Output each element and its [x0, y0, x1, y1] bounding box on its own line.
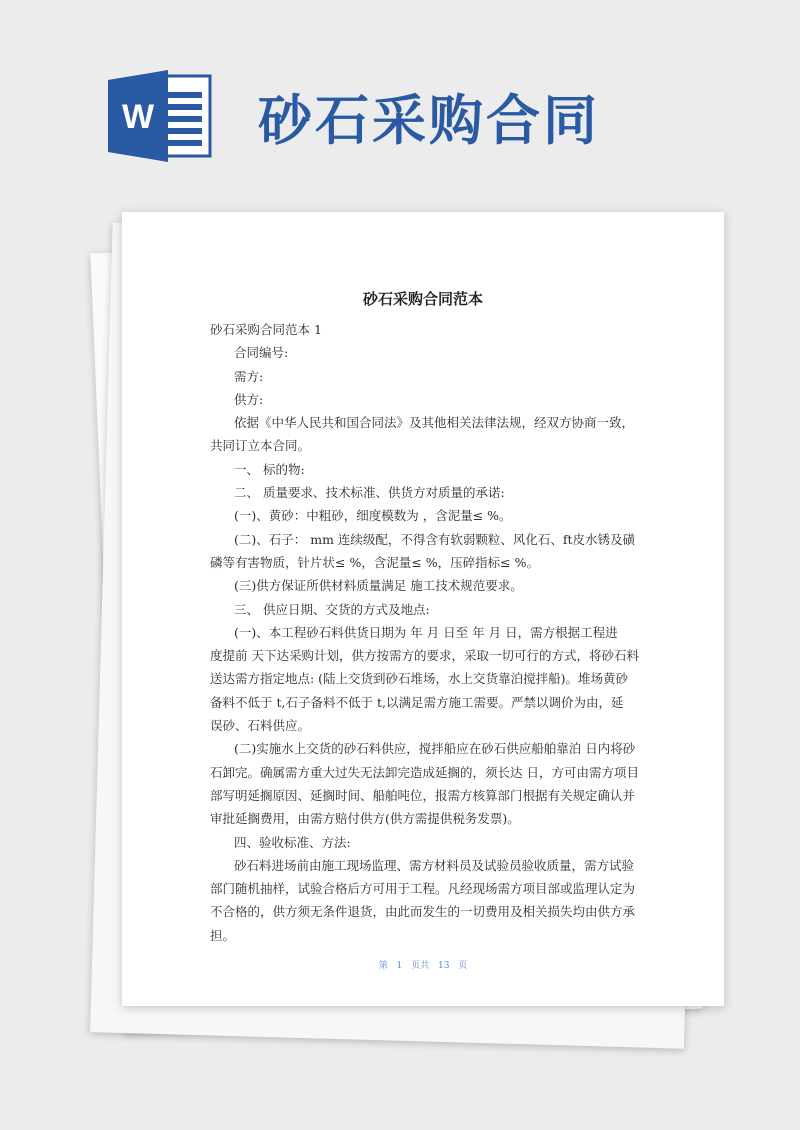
page-number-footer: 第 1 页共 13 页	[378, 961, 468, 971]
document-page	[122, 212, 724, 1006]
document-line: (三)供方保证所供材料质量满足 施工技术规范要求。	[234, 578, 523, 594]
header-banner	[0, 0, 800, 200]
document-line: 合同编号:	[234, 345, 289, 361]
document-line: 审批延搁费用，由需方赔付供方(供方需提供税务发票)。	[210, 811, 520, 827]
word-logo-letter: W	[121, 98, 155, 136]
document-line: (二)实施水上交货的砂石料供应，搅拌船应在砂石供应船舶靠泊 日内将砂	[234, 741, 636, 757]
word-document-icon	[108, 70, 212, 162]
document-line: 备料不低于 t,石子备料不低于 t,以满足需方施工需要。严禁以调价为由，延	[210, 694, 624, 710]
document-line: 一、 标的物:	[234, 461, 305, 477]
document-title: 砂石采购合同范本	[362, 290, 483, 308]
document-line: 误砂、石料供应。	[210, 718, 311, 734]
document-line: 砂石料进场前由施工现场监理、需方材料员及试验员验收质量，需方试验	[234, 857, 635, 873]
document-line: 共同订立本合同。	[210, 438, 311, 454]
document-line: (一)、本工程砂石料供货日期为 年 月 日至 年 月 日，需方根据工程进	[234, 624, 618, 640]
document-line: 三、 供应日期、交货的方式及地点:	[234, 601, 430, 617]
document-line: 二、 质量要求、技术标准、供货方对质量的承诺:	[234, 485, 505, 501]
document-line: 送达需方指定地点: (陆上交货到砂石堆场，水上交货靠泊搅拌船)。堆场黄砂	[210, 671, 628, 687]
document-line: 不合格的，供方须无条件退货，由此而发生的一切费用及相关损失均由供方承	[210, 904, 636, 920]
header-title: 砂石采购合同	[258, 89, 600, 152]
document-line: (二)、石子： mm 连续级配，不得含有软弱颗粒、风化石、ft皮水锈及磺	[234, 531, 636, 547]
document-line: 依据《中华人民共和国合同法》及其他相关法律法规，经双方协商一致，	[234, 415, 635, 431]
document-line: 砂石采购合同范本 1	[210, 322, 322, 337]
document-line: 需方:	[234, 368, 264, 384]
document-body	[210, 318, 639, 947]
document-line: 四、验收标准、方法:	[234, 834, 351, 850]
document-line: 供方:	[234, 391, 264, 407]
document-line: 石卸完。确属需方重大过失无法卸完造成延搁的，须长达 日，方可由需方项目	[210, 764, 639, 780]
document-line: 磷等有害物质，针片状≤ %，含泥量≤ %，压碎指标≤ %。	[210, 554, 539, 570]
document-line: 部门随机抽样，试验合格后方可用于工程。凡经现场需方项目部或监理认定为	[210, 881, 636, 897]
document-line: 度提前 天下达采购计划，供方按需方的要求，采取一切可行的方式，将砂石料	[210, 648, 639, 664]
document-line: 部写明延搁原因、延搁时间、船舶吨位，报需方核算部门根据有关规定确认并	[210, 787, 636, 803]
document-line: (一)、黄砂：中粗砂，细度模数为 ，含泥量≤ %。	[234, 508, 512, 524]
document-line: 担。	[210, 927, 236, 943]
